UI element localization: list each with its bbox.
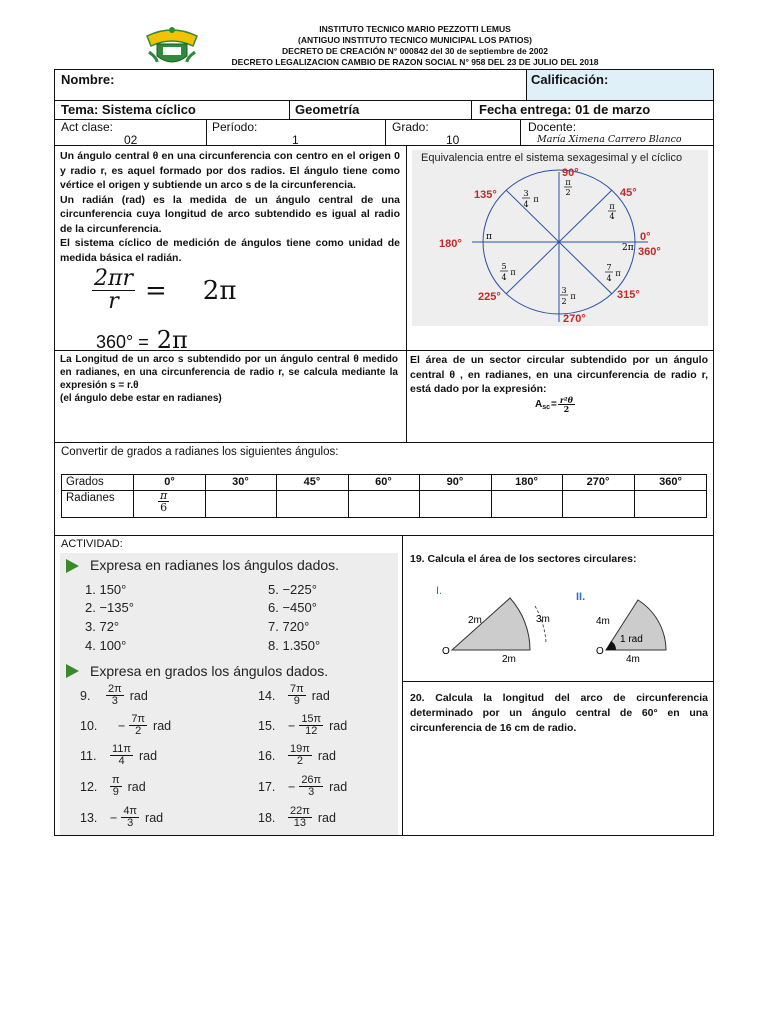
calificacion-label: Calificación:: [531, 72, 609, 87]
fig2-label: II.: [576, 591, 586, 603]
diagram-title: Equivalencia entre el sistema sexagesimal y el cíclico: [421, 152, 683, 164]
deg-315: 315°: [617, 289, 640, 301]
deg-180: 180°: [439, 238, 462, 250]
formula2-rhs: 2π: [156, 326, 188, 354]
activity-title: ACTIVIDAD:: [61, 538, 123, 550]
section2-heading: Expresa en grados los ángulos dados.: [90, 663, 329, 679]
question-20: 20. Calcula la longitud del arco de circunferencia determinado por un ángulo central de 60° en una circunferencia de 16 cm de radio.: [410, 692, 708, 734]
sector-area-text: El área de un sector circular subtendido por un ángulo central θ , en radianes, en una circunferencia de radio r, está dado por la expresión:: [410, 354, 708, 395]
arc-length-note: (el ángulo debe estar en radianes): [60, 393, 222, 404]
fig2-angle: 1 rad: [620, 634, 643, 645]
deg-item-6: 6. −450°: [268, 600, 317, 615]
three-half-num: 3: [561, 286, 567, 295]
periodo-label: Período:: [212, 120, 258, 134]
deg-135: 135°: [474, 189, 497, 201]
rad-item-11: 11. $\frac{11\pi}{4}$ rad: [80, 743, 158, 767]
pi-over-4-den: 4: [609, 212, 615, 221]
deg-90: 90°: [562, 167, 579, 179]
formula1-den: r: [108, 289, 119, 314]
seven-quarter-den: 4: [606, 274, 612, 283]
degree-cell: 60°: [375, 476, 392, 488]
first-rad-num: π: [160, 489, 168, 502]
deg-item-7: 7. 720°: [268, 619, 310, 634]
fig1-label: I.: [436, 585, 443, 597]
formula1-rhs: 2π: [202, 275, 237, 306]
fig2-base: 4m: [626, 654, 640, 665]
section1-heading: Expresa en radianes los ángulos dados.: [90, 557, 340, 573]
formula1-eq: =: [144, 275, 167, 306]
sector-formula-sub: sc: [542, 404, 551, 411]
cyclic-diagram: [412, 150, 708, 326]
rad-item-18: 18. $\frac{22\pi}{13}$ rad: [258, 805, 336, 829]
deg-item-4: 4. 100°: [85, 638, 127, 653]
green-arrow-icon: [66, 664, 79, 678]
arc-length-text: [60, 353, 398, 405]
degree-cell: 180°: [515, 476, 538, 488]
sector-formula-den: 2: [563, 404, 570, 414]
decree-legal: DECRETO LEGALIZACION CAMBIO DE RAZON SOCIAL N° 958 DEL 23 DE JULIO DEL 2018: [231, 57, 599, 67]
fig1-base: 2m: [502, 654, 516, 665]
fig1-radius: 2m: [468, 615, 482, 626]
row-label-grados: Grados: [66, 476, 104, 488]
fig1-origin: O: [442, 646, 450, 657]
deg-item-5: 5. −225°: [268, 582, 317, 597]
rad-item-10: 10. − $\frac{7\pi}{2}$ rad: [80, 713, 172, 737]
five-quarter-num: 5: [501, 262, 507, 271]
act-label: Act clase:: [61, 120, 114, 134]
degree-cell: 30°: [232, 476, 249, 488]
deg-item-1: 1. 150°: [85, 582, 127, 597]
three-quarter-pi: π: [533, 195, 539, 204]
arc-length-body: La Longitud de un arco s subtendido por un ángulo central θ medido en radianes, en una circunferencia de radio r, se calcula mediante la expresión s = r.θ: [60, 354, 398, 391]
deg-item-3: 3. 72°: [85, 619, 120, 634]
three-quarter-den: 4: [523, 200, 529, 209]
three-half-den: 2: [561, 297, 567, 306]
degree-cell: 270°: [586, 476, 610, 488]
periodo-value: 1: [292, 133, 299, 147]
docente-value: María Ximena Carrero Blanco: [537, 134, 682, 145]
green-arrow-icon: [66, 559, 79, 573]
theory-p1: Un ángulo central θ en una circunferencia con centro en el origen 0 y radio r, es aquel formado por dos radios. El ángulo tiene como vértice el origen y subtiende un arco s de la circunferencia.: [60, 150, 400, 191]
fig2-origin: O: [596, 646, 604, 657]
rad-pi: π: [486, 232, 492, 242]
radian-answer-cell[interactable]: [158, 490, 169, 513]
deg-360: 360°: [638, 246, 661, 258]
rad-item-13: 13. − $\frac{4\pi}{3}$ rad: [80, 805, 164, 829]
pi-over-2-num: π: [565, 178, 571, 187]
docente-label: Docente:: [528, 120, 577, 134]
act-value: 02: [124, 133, 138, 147]
fig2-radius: 4m: [596, 616, 610, 627]
formula-360: [96, 326, 188, 354]
first-rad-den: 6: [160, 501, 168, 514]
institution-name: INSTITUTO TECNICO MARIO PEZZOTTI LEMUS: [319, 24, 511, 34]
sector-formula: A sc = $\frac{\text{r²θ}}{2}$: [535, 395, 573, 414]
grado-value: 10: [446, 133, 460, 147]
decree-creation: DECRETO DE CREACIÓN N° 000842 del 30 de septiembre de 2002: [282, 46, 548, 56]
nombre-label: Nombre:: [61, 72, 115, 87]
deg-item-2: 2. −135°: [85, 600, 134, 615]
degree-cell: 360°: [659, 476, 682, 488]
fig1-arc: 3m: [536, 614, 550, 625]
pi-over-2-den: 2: [565, 188, 571, 197]
question-19: 19. Calcula el área de los sectores circulares:: [410, 553, 637, 565]
deg-0: 0°: [640, 231, 651, 243]
formula1-num: 2πr: [94, 266, 133, 291]
sector-figures: [410, 576, 710, 676]
sector-formula-lhs: A: [535, 399, 543, 410]
rad-item-15: 15. − $\frac{15\pi}{12}$ rad: [258, 713, 348, 737]
due-date-label: Fecha entrega: 01 de marzo: [479, 102, 651, 117]
rad-item-17: 17. − $\frac{26\pi}{3}$ rad: [258, 774, 348, 798]
formula2-lhs: 360° =: [96, 332, 149, 352]
degree-cell: 0°: [164, 476, 175, 488]
theory-p2: Un radián (rad) es la medida de un ángulo central de una circunferencia cuya longitud de arco subtendido es igual al radio de la circunferencia.: [60, 193, 400, 235]
rad-2pi: 2π: [622, 243, 634, 253]
rad-item-14: 14. $\frac{7\pi}{9}$ rad: [258, 683, 330, 707]
rad-item-9: 9. $\frac{2\pi}{3}$ rad: [80, 683, 148, 707]
deg-45: 45°: [620, 187, 637, 199]
degree-cell: 45°: [303, 476, 321, 488]
rad-item-12: 12. $\frac{\pi}{9}$ rad: [80, 774, 146, 798]
five-quarter-den: 4: [501, 273, 507, 282]
seven-quarter-num: 7: [606, 263, 612, 272]
deg-270: 270°: [563, 313, 586, 325]
theory-p3: El sistema cíclico de medición de ángulos tiene como unidad de medida básica el radián.: [60, 237, 400, 264]
degree-cell: 90°: [446, 476, 464, 488]
rad-item-16: 16. $\frac{19\pi}{2}$ rad: [258, 743, 336, 767]
deg-225: 225°: [478, 291, 501, 303]
pi-over-4-num: π: [609, 202, 615, 211]
three-half-pi: π: [570, 292, 576, 301]
conversion-instruction: Convertir de grados a radianes los siguientes ángulos:: [61, 446, 339, 458]
former-name: (ANTIGUO INSTITUTO TECNICO MUNICIPAL LOS PATIOS): [298, 35, 532, 45]
five-quarter-pi: π: [510, 268, 516, 277]
seven-quarter-pi: π: [615, 269, 621, 278]
sector-formula-num: r²θ: [559, 395, 573, 405]
tema-label: Tema: Sistema cíclico: [61, 102, 196, 117]
three-quarter-num: 3: [523, 189, 529, 198]
subject-label: Geometría: [295, 102, 360, 117]
grado-label: Grado:: [392, 120, 429, 134]
row-label-radianes: Radianes: [66, 492, 115, 504]
formula-radian: [92, 268, 236, 313]
school-crest: [143, 22, 201, 70]
deg-item-8: 8. 1.350°: [268, 638, 321, 653]
